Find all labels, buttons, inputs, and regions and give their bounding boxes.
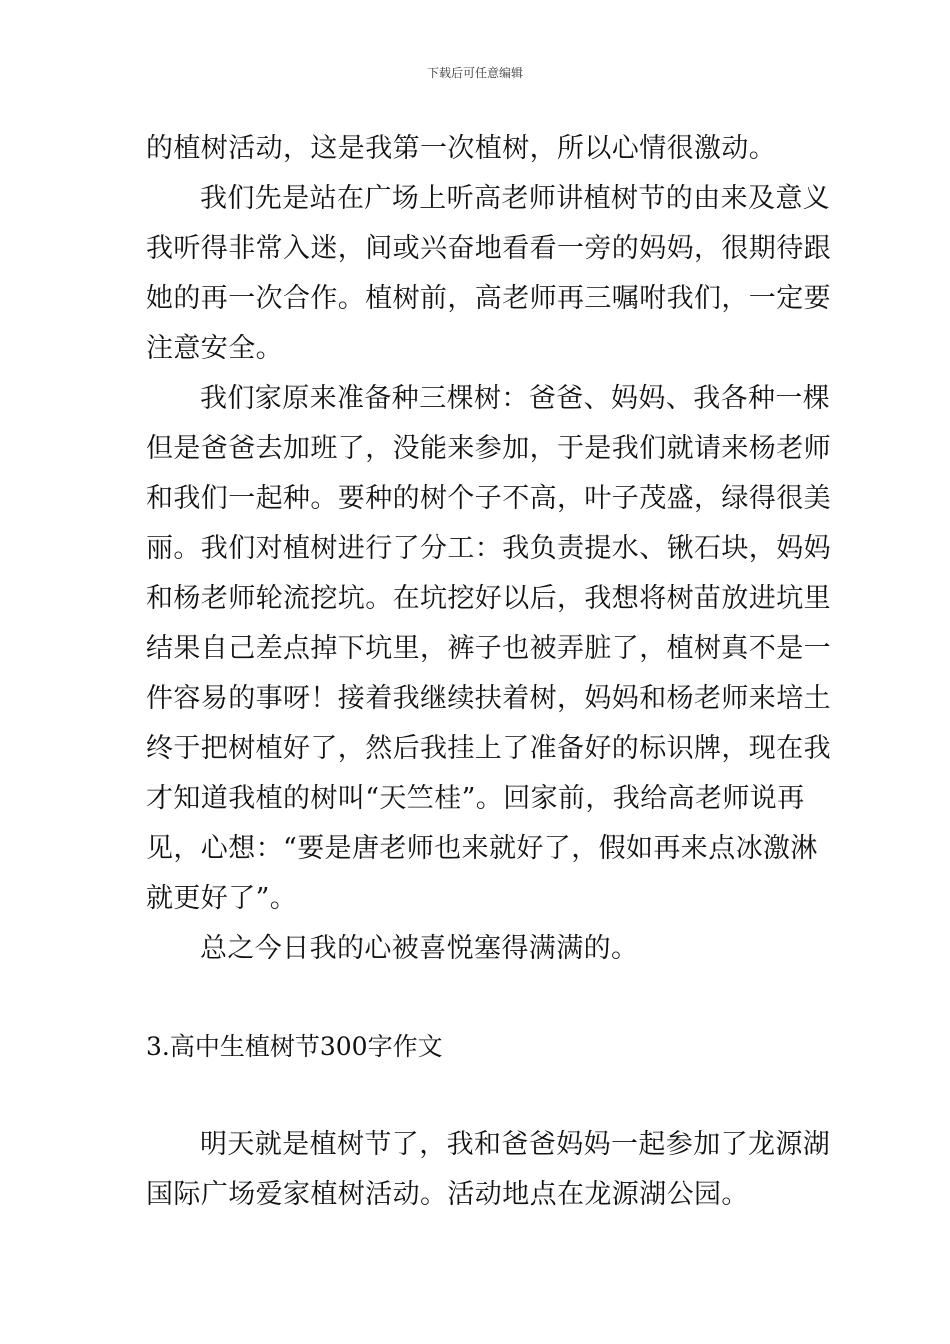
paragraph-line: 结果自己差点掉下坑里，裤子也被弄脏了，植树真不是一 <box>146 633 831 664</box>
paragraph-line: 的植树活动，这是我第一次植树，所以心情很激动。 <box>146 133 777 164</box>
essay-body-2 <box>146 1120 831 1220</box>
paragraph-line: 注意安全。 <box>146 333 283 364</box>
paragraph-line: 丽。我们对植树进行了分工：我负责提水、锹石块，妈妈 <box>146 533 831 564</box>
paragraph-line: 件容易的事呀！接着我继续扶着树，妈妈和杨老师来培土 <box>146 683 831 714</box>
paragraph-line: 我们家原来准备种三棵树：爸爸、妈妈、我各种一棵 <box>200 383 831 414</box>
paragraph-line: 我们先是站在广场上听高老师讲植树节的由来及意义 <box>200 183 831 214</box>
paragraph-line: 总之今日我的心被喜悦塞得满满的。 <box>200 933 639 964</box>
paragraph-line: 明天就是植树节了，我和爸爸妈妈一起参加了龙源湖 <box>200 1129 831 1160</box>
paragraph-line: 我听得非常入迷，间或兴奋地看看一旁的妈妈，很期待跟 <box>146 233 831 264</box>
paragraph-line: 但是爸爸去加班了，没能来参加，于是我们就请来杨老师 <box>146 433 831 464</box>
essay-body <box>146 124 831 974</box>
paragraph-line: 国际广场爱家植树活动。活动地点在龙源湖公园。 <box>146 1179 749 1210</box>
section-heading: 3.高中生植树节300字作文 <box>146 1032 443 1061</box>
paragraph-line: 和我们一起种。要种的树个子不高，叶子茂盛，绿得很美 <box>146 483 831 514</box>
paragraph-line: 她的再一次合作。植树前，高老师再三嘱咐我们，一定要 <box>146 283 831 314</box>
paragraph-line: 终于把树植好了，然后我挂上了准备好的标识牌，现在我 <box>146 733 831 764</box>
paragraph-line: 和杨老师轮流挖坑。在坑挖好以后，我想将树苗放进坑里 <box>146 583 831 614</box>
page-header: 下载后可任意编辑 <box>426 66 523 80</box>
paragraph-line: 才知道我植的树叫“天竺桂”。回家前，我给高老师说再 <box>146 783 805 814</box>
paragraph-line: 就更好了”。 <box>146 883 298 914</box>
paragraph-line: 见，心想：“要是唐老师也来就好了，假如再来点冰激淋 <box>146 833 818 864</box>
